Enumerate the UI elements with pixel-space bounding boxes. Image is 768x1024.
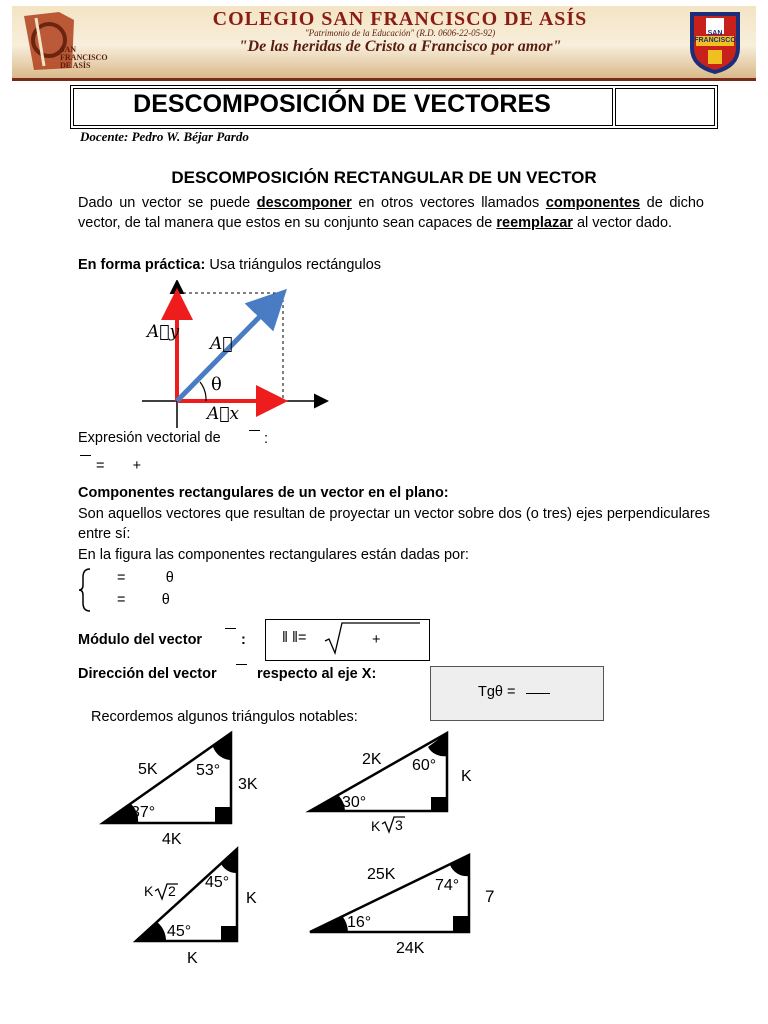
direccion-suffix: respecto al eje X: <box>257 666 377 682</box>
t3-hyp: K <box>144 883 154 899</box>
teacher-name: Docente: Pedro W. Béjar Pardo <box>80 129 249 144</box>
intro-text-2: en otros vectores llamados <box>351 195 546 211</box>
t2-root: 3 <box>395 817 403 833</box>
school-name: COLEGIO SAN FRANCISCO DE ASÍS <box>212 8 588 30</box>
tg-formula: Tgθ = <box>478 684 516 700</box>
expression-colon: : <box>264 431 269 447</box>
t2-base-angle: 30° <box>342 794 367 811</box>
t2-base: K <box>371 818 381 834</box>
t4-top-angle: 74° <box>435 877 460 894</box>
logo-text: SAN FRANCISCO DE ASÍS <box>60 45 108 70</box>
angle-arc <box>200 382 206 401</box>
brace-icon <box>78 567 92 613</box>
t1-side: 3K <box>238 776 258 793</box>
direccion-label: Dirección del vector <box>78 666 217 682</box>
components-text: Son aquellos vectores que resultan de proyectar un vector sobre dos (o tres) ejes perpendiculares entre sí: <box>78 506 710 542</box>
overline-mark-4 <box>236 664 247 665</box>
t3-root: 2 <box>168 883 176 899</box>
modulo-colon: : <box>241 632 246 648</box>
t4-base-angle: 16° <box>347 914 372 931</box>
system-row-1: = θ <box>117 570 174 586</box>
t1-top-angle: 53° <box>196 762 221 779</box>
overline-mark-2 <box>80 455 91 456</box>
t3-top-angle: 45° <box>205 874 230 891</box>
components-heading: Componentes rectangulares de un vector en el plano: <box>78 485 449 501</box>
t2-side: K <box>461 768 472 785</box>
t1-base: 4K <box>162 831 182 848</box>
t4-base: 24K <box>396 940 425 957</box>
t1-base-angle: 37° <box>131 804 156 821</box>
keyword-descomponer: descomponer <box>256 195 352 211</box>
t1-hyp: 5K <box>138 761 158 778</box>
tg-formula-box <box>430 666 604 721</box>
fraction-bar <box>526 693 550 694</box>
intro-text-3: de dicho vector, de tal manera que estos en su conjunto sean capaces de <box>78 195 704 231</box>
modulo-label: Módulo del vector <box>78 632 203 648</box>
recordemos-text: Recordemos algunos triángulos notables: <box>91 709 358 725</box>
vector-diagram <box>140 280 340 430</box>
overline-mark <box>249 430 260 431</box>
expression-label: Expresión vectorial de <box>78 430 221 446</box>
expression-line: = + <box>96 458 142 474</box>
crest-text: SAN FRANCISCO <box>694 30 736 44</box>
overline-mark-3 <box>225 628 236 629</box>
intro-text-1: Dado un vector se puede <box>78 195 257 211</box>
t3-base-angle: 45° <box>167 923 192 940</box>
keyword-reemplazar: reemplazar <box>496 215 573 231</box>
label-ax: A⃗x <box>207 404 240 424</box>
practical-text: Usa triángulos rectángulos <box>205 257 382 273</box>
label-theta: θ <box>211 374 222 395</box>
notable-triangles <box>0 720 768 1000</box>
system-row-2: = θ <box>117 592 170 608</box>
practical-label: En forma práctica: <box>78 257 206 273</box>
title-side-cell <box>615 88 715 126</box>
t4-side: 7 <box>485 887 495 906</box>
school-subtitle: "Patrimonio de la Educación" (R.D. 0606-22-05-92) <box>304 28 496 38</box>
modulo-plus: + <box>372 632 381 648</box>
keyword-componentes: componentes <box>545 195 641 211</box>
t2-hyp: 2K <box>362 751 382 768</box>
section-heading: DESCOMPOSICIÓN RECTANGULAR DE UN VECTOR <box>171 168 597 187</box>
intro-paragraph <box>78 193 704 233</box>
school-motto: "De las heridas de Cristo a Francisco por amor" <box>238 38 562 55</box>
page-title: DESCOMPOSICIÓN DE VECTORES <box>133 90 551 118</box>
modulo-formula: ‖ ‖= <box>282 630 307 646</box>
practical-line <box>78 257 381 273</box>
intro-text-4: al vector dado. <box>572 215 673 231</box>
t4-hyp: 25K <box>367 866 396 883</box>
label-ay: A⃗y <box>147 322 180 342</box>
t3-base: K <box>187 950 198 967</box>
label-a: A⃗ <box>210 334 233 354</box>
figure-text: En la figura las componentes rectangulares están dadas por: <box>78 547 469 563</box>
t3-side: K <box>246 890 257 907</box>
t2-top-angle: 60° <box>412 757 437 774</box>
